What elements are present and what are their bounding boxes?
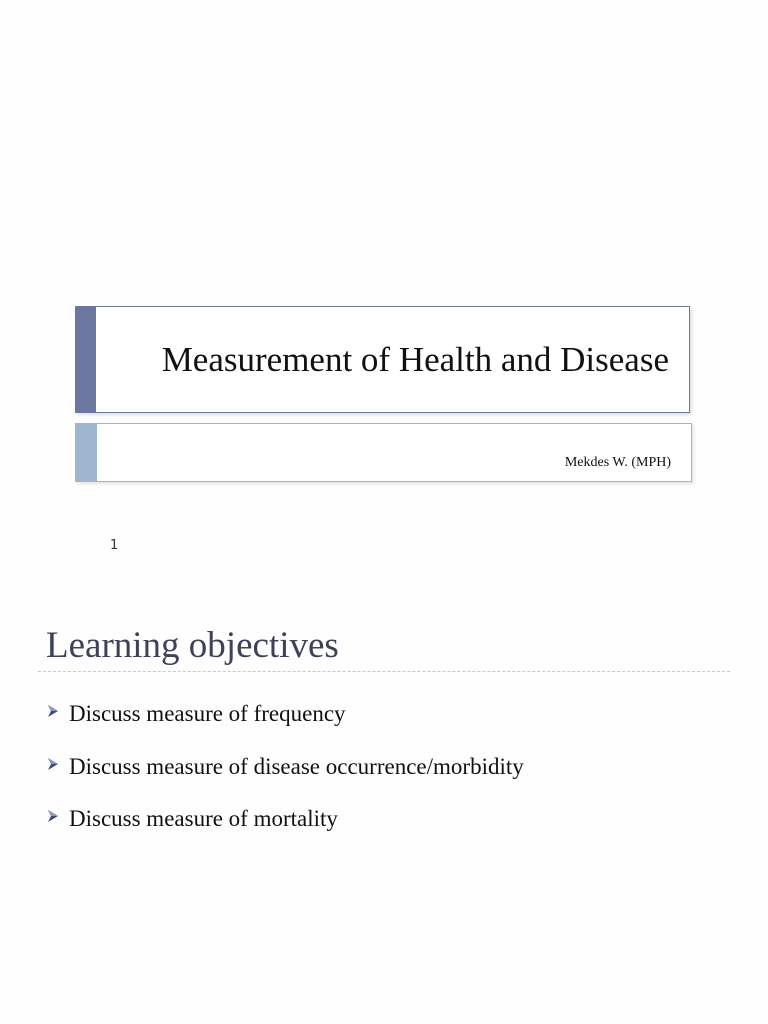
arrowhead-bullet-icon xyxy=(46,805,69,823)
objective-text: Discuss measure of frequency xyxy=(69,701,346,726)
list-item xyxy=(46,805,524,858)
slide-title: Measurement of Health and Disease xyxy=(161,339,669,379)
list-item xyxy=(46,700,524,753)
subtitle-accent-bar xyxy=(76,424,97,481)
objective-text: Discuss measure of disease occurrence/morbidity xyxy=(69,753,524,779)
title-box xyxy=(75,306,690,413)
heading-divider xyxy=(38,671,730,672)
list-item xyxy=(46,753,524,806)
title-accent-bar xyxy=(76,307,96,412)
arrowhead-bullet-icon xyxy=(46,700,69,718)
arrowhead-bullet-icon xyxy=(46,753,69,771)
slide-subtitle: Mekdes W. (MPH) xyxy=(564,455,671,470)
objective-text: Discuss measure of mortality xyxy=(69,806,338,831)
section-heading: Learning objectives xyxy=(46,625,339,666)
objectives-list xyxy=(46,700,524,858)
page-number: 1 xyxy=(110,538,119,553)
subtitle-box xyxy=(75,423,692,482)
